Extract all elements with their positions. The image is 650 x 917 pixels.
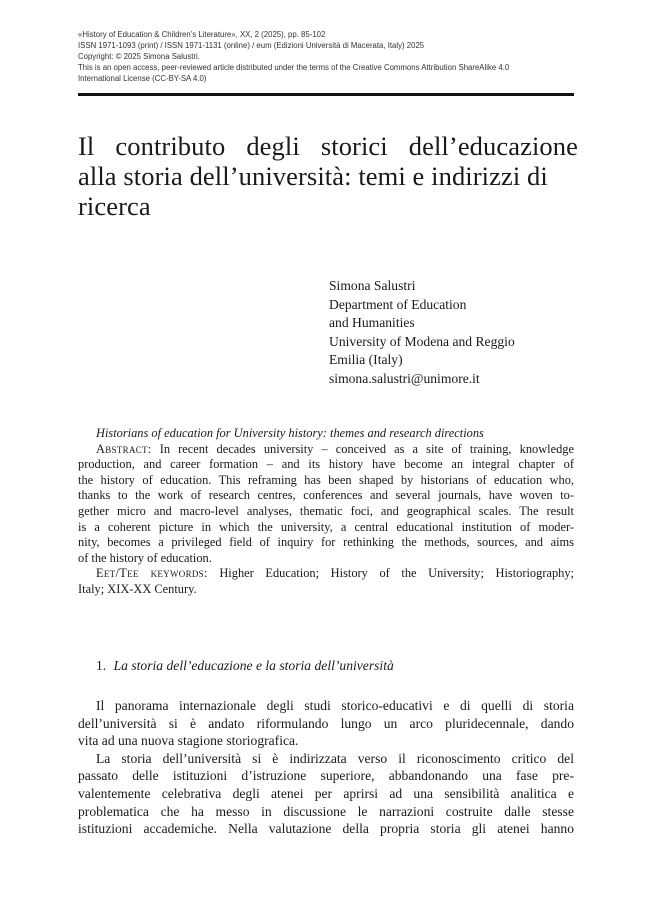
header-copyright: Copyright: © 2025 Simona Salustri. — [78, 52, 200, 61]
body-line: valentemente celebrativa degli atenei per aprirsi ad una sensibilità analitica e — [78, 785, 574, 801]
author-name: Simona Salustri — [329, 278, 416, 293]
author-block — [329, 277, 589, 389]
abstract-line-3: the history of education. This reframing has been shaped by historians of education who, — [78, 472, 574, 487]
journal-header — [78, 29, 578, 84]
body-line: passato delle istituzioni d’istruzione superiore, abbandonando una fase pre- — [78, 768, 574, 784]
keywords-line-1: Eet/Tee keywords: Higher Education; History of the University; Historiography; — [96, 566, 574, 581]
header-license-1: This is an open access, peer-reviewed article distributed under the terms of the Creative Commons Attribution ShareAlike 4.0 — [78, 63, 510, 72]
author-affiliation-2: and Humanities — [329, 315, 415, 331]
header-license-2: International License (CC-BY-SA 4.0) — [78, 74, 207, 83]
body-line: Il panorama internazionale degli studi storico-educativi e di quelli di storia — [96, 698, 574, 713]
abstract-line-8: of the history of education. — [78, 550, 212, 565]
title-line-1: Il contributo degli storici dell’educazione — [78, 131, 578, 161]
header-rule — [78, 93, 574, 96]
abstract-label: Abstract: — [96, 441, 152, 456]
header-citation: «History of Education & Children’s Literature», XX, 2 (2025), pp. 85-102 — [78, 30, 326, 39]
author-affiliation-1: Department of Education — [329, 296, 467, 312]
body-line: vita ad una nuova stagione storiografica. — [78, 733, 299, 749]
section-number: 1. — [96, 658, 107, 673]
keywords-line-2: Italy; XIX-XX Century. — [78, 581, 197, 596]
abstract-line-1: Abstract: In recent decades university – conceived as a site of training, knowledge — [96, 441, 574, 456]
body-line: La storia dell’università si è indirizzata verso il riconoscimento critico del — [96, 750, 574, 766]
author-email[interactable]: simona.salustri@unimore.it — [329, 370, 480, 386]
body-line: dell’università si è andato riformulando lungo un arco pluridecennale, dando — [78, 715, 574, 731]
body-text — [78, 697, 574, 838]
body-line: istituzioni accademiche. Nella valutazione della propria storia gli atenei hanno — [78, 821, 574, 837]
section-title: La storia dell’educazione e la storia dell’università — [113, 658, 394, 673]
author-affiliation-4: Emilia (Italy) — [329, 352, 403, 368]
title-line-3: ricerca — [78, 191, 151, 221]
body-line: problematica che ha messo in discussione le narrazioni costruite dalle stesse — [78, 803, 574, 819]
article-title — [78, 131, 578, 221]
abstract-line-5: gether micro and macro-level analyses, thematic foci, and geographical scales. The result — [78, 503, 574, 518]
author-affiliation-3: University of Modena and Reggio — [329, 333, 515, 349]
abstract-line-6: is a coherent picture in which the university, a central educational institution of moder- — [78, 519, 574, 534]
abstract-line-4: thanks to the work of research centres, conferences and several journals, have woven to- — [78, 488, 574, 503]
abstract-line-7: nity, becomes a privileged field of inquiry for rethinking the methods, sources, and aims — [78, 535, 574, 550]
section-heading — [96, 657, 576, 675]
keywords-label: Eet/Tee keywords: — [96, 566, 208, 581]
english-title: Historians of education for University history: themes and research directions — [96, 426, 484, 440]
title-line-2: alla storia dell’università: temi e indirizzi di — [78, 161, 548, 191]
abstract-line-2: production, and career formation – and its history have become an integral chapter of — [78, 457, 574, 472]
header-issn: ISSN 1971-1093 (print) / ISSN 1971-1131 (online) / eum (Edizioni Università di Macerata, Italy) 2025 — [78, 41, 425, 50]
abstract-block — [78, 426, 574, 598]
